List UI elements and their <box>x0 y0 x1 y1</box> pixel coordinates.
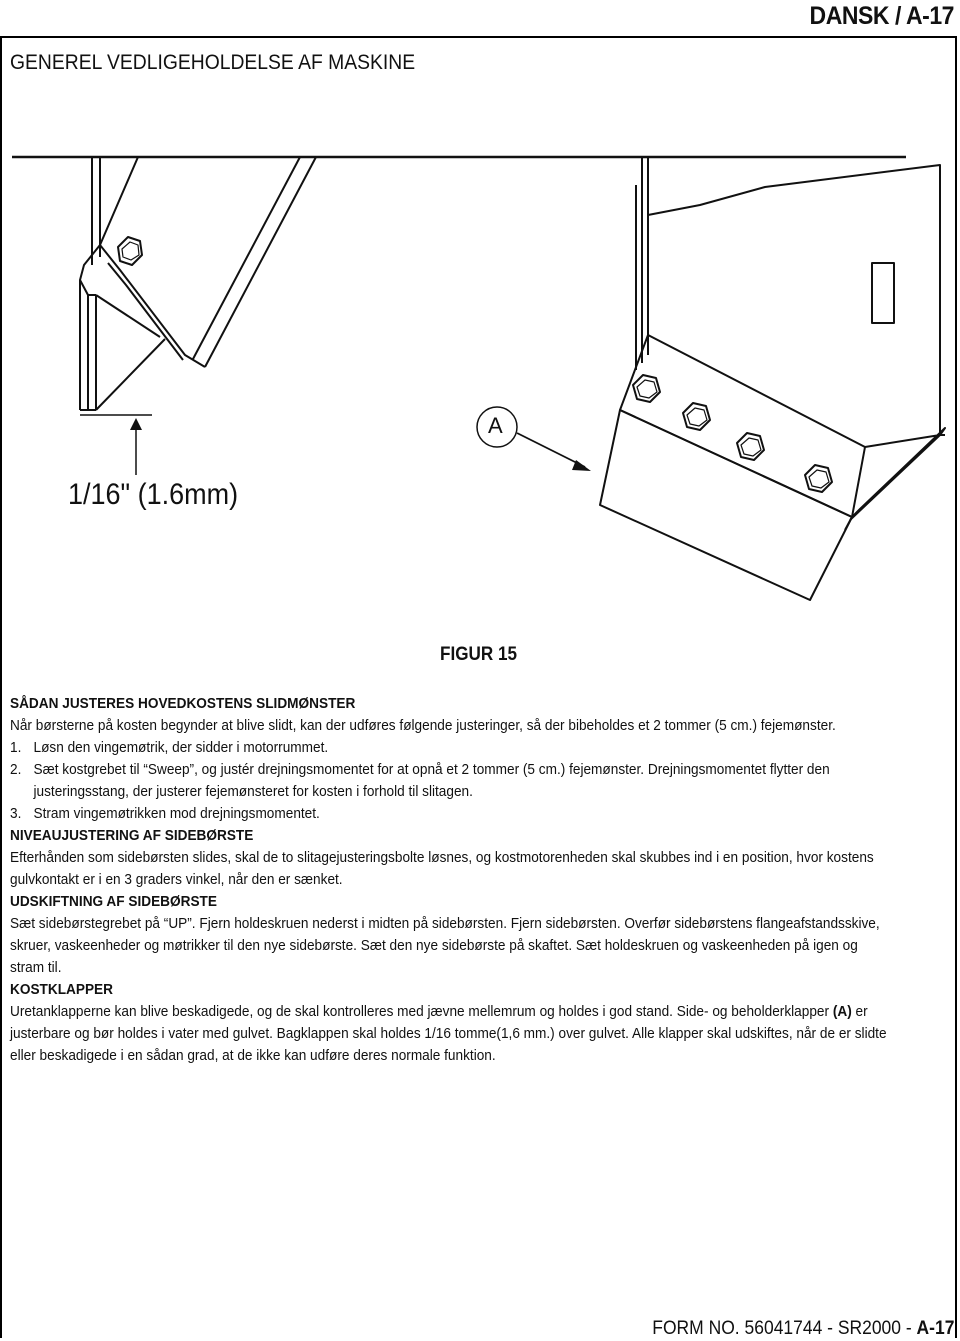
figure-15-illustration <box>0 145 960 645</box>
list-number: 2. <box>10 762 22 778</box>
page-footer <box>652 1318 954 1340</box>
footer-page-number: A-17 <box>916 1318 954 1339</box>
section-heading: UDSKIFTNING AF SIDEBØRSTE <box>10 894 217 910</box>
page-header-label: DANSK / A-17 <box>809 2 954 30</box>
section-title: GENEREL VEDLIGEHOLDELSE AF MASKINE <box>10 51 416 74</box>
paragraph: Når børsterne på kosten begynder at blive slidt, kan der udføres følgende justeringer, så der bibeholdes et 2 tommer (5 cm.) fejemønster. <box>10 718 836 734</box>
paragraph-line: eller beskadigede i en sådan grad, at de ikke kan udføre deres normale funktion. <box>10 1048 496 1064</box>
list-continuation: justeringsstang, der justerer fejemønsteret for kosten i forhold til slitagen. <box>33 784 473 800</box>
text-run: er <box>851 1004 868 1020</box>
paragraph-line: Sæt sidebørstegrebet på “UP”. Fjern holdeskruen nederst i midten på sidebørsten. Fjern sidebørsten. Overfør sidebørstens flangeafstandsskive, <box>10 916 880 932</box>
list-number: 1. <box>10 740 22 756</box>
list-item <box>10 803 889 825</box>
paragraph-line <box>10 1001 889 1023</box>
section-heading: NIVEAUJUSTERING AF SIDEBØRSTE <box>10 828 254 844</box>
footer-form-number: FORM NO. 56041744 - SR2000 - <box>651 1318 917 1339</box>
figure-caption: FIGUR 15 <box>440 644 517 665</box>
text-run: Uretanklapperne kan blive beskadigede, og de skal kontrolleres med jævne mellemrum og holdes i god stand. Side- og beholderklapper <box>10 1004 833 1020</box>
list-text: Løsn den vingemøtrik, der sidder i motorrummet. <box>33 740 329 756</box>
section-heading: KOSTKLAPPER <box>10 982 114 998</box>
paragraph-line: Efterhånden som sidebørsten slides, skal de to slitagejusteringsbolte løsnes, og kostmotorenheden skal skubbes ind i en position, hvor kostens <box>10 850 874 866</box>
callout-reference: (A) <box>832 1004 852 1020</box>
paragraph-line: skruer, vaskeenheder og møtrikker til den nye sidebørste. Sæt den nye sidebørste på skaftet. Sæt holdeskruen og vaskeenheden på igen og <box>10 938 858 954</box>
callout-letter: A <box>488 413 503 438</box>
paragraph-line: gulvkontakt er i en 3 graders vinkel, når den er sænket. <box>10 872 343 888</box>
paragraph-line: stram til. <box>10 960 62 976</box>
list-text: Sæt kostgrebet til “Sweep”, og justér drejningsmomentet for at opnå et 2 tommer (5 cm.) fejemønster. Drejningsmomentet flytter den <box>33 762 830 778</box>
list-item <box>10 759 889 781</box>
measurement-label: 1/16" (1.6mm) <box>68 478 239 511</box>
list-number: 3. <box>10 806 22 822</box>
list-text: Stram vingemøtrikken mod drejningsmomentet. <box>33 806 320 822</box>
section-heading: SÅDAN JUSTERES HOVEDKOSTENS SLIDMØNSTER <box>10 696 356 712</box>
instructions-body <box>10 693 945 1067</box>
paragraph-line: justerbare og bør holdes i vater med gulvet. Bagklappen skal holdes 1/16 tomme(1,6 mm.) over gulvet. Alle klapper skal udskiftes, når de er slidte <box>10 1026 887 1042</box>
list-item <box>10 737 889 759</box>
